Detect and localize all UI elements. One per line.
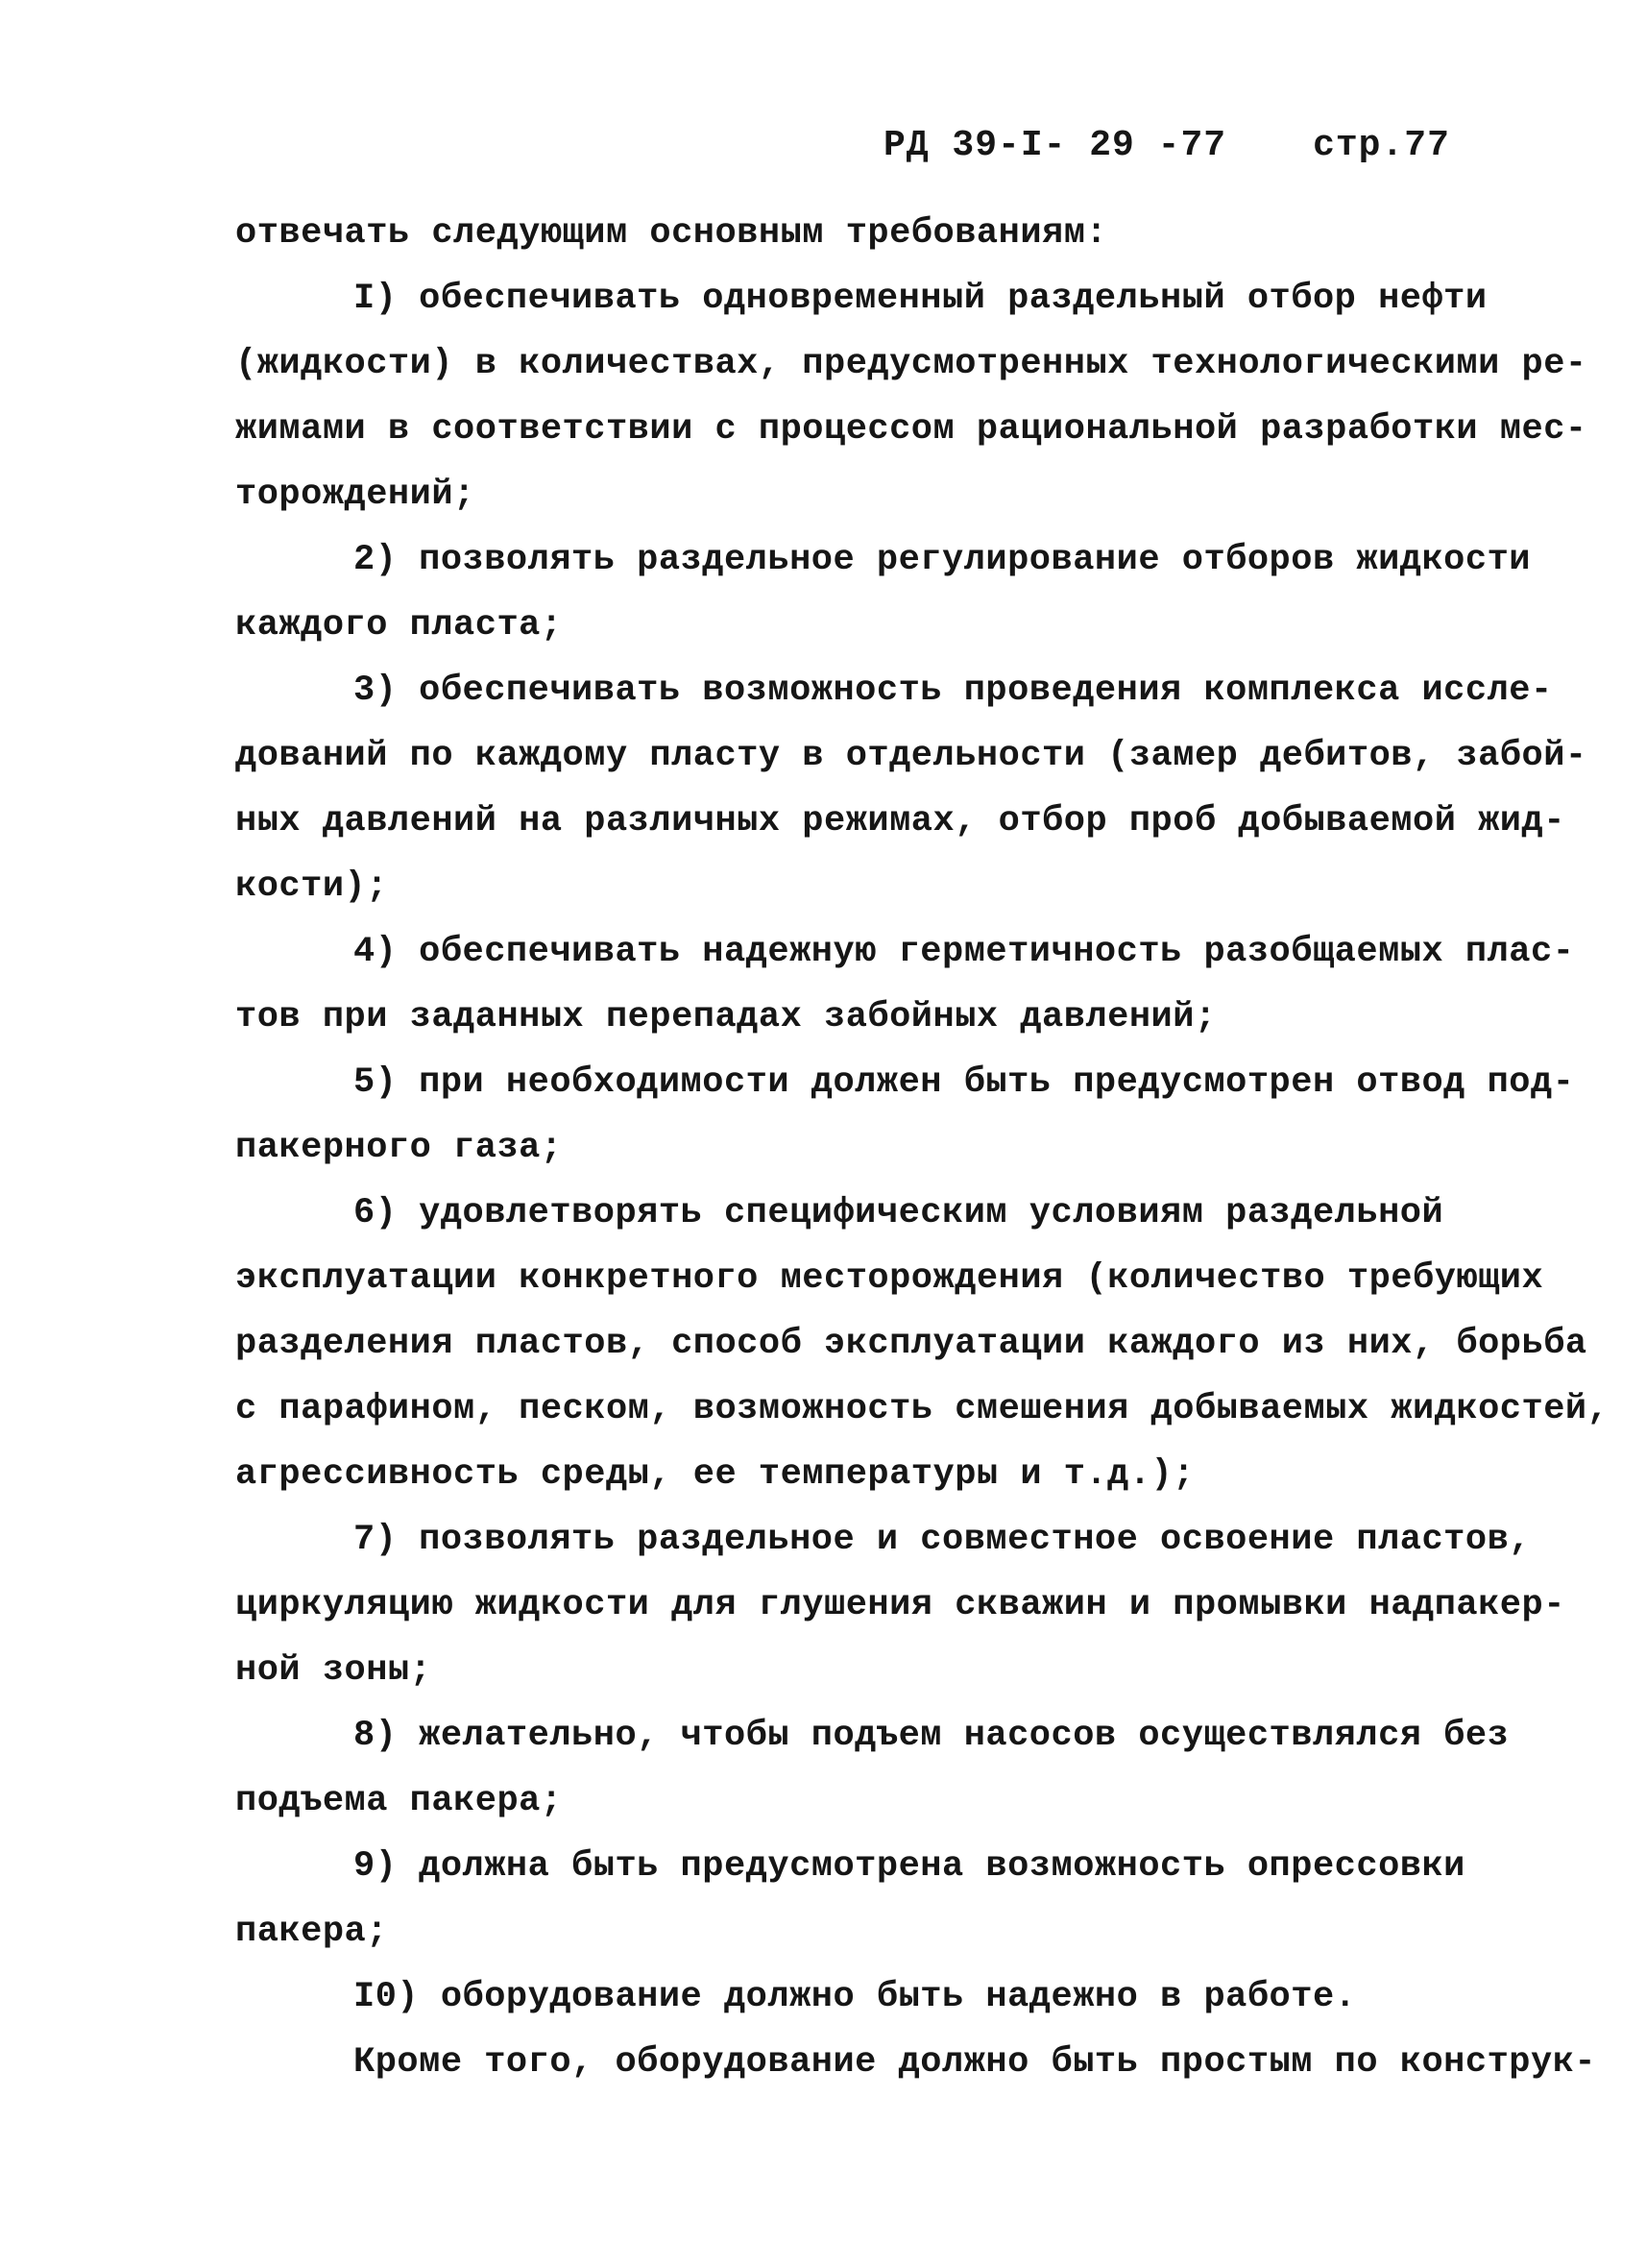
text-line: (жидкости) в количествах, предусмотренных технологическими ре-: [235, 344, 1587, 384]
text-line: 2) позволять раздельное регулирование отборов жидкости: [353, 540, 1531, 580]
text-line: 6) удовлетворять специфическим условиям раздельной: [353, 1193, 1444, 1233]
text-line: подъема пакера;: [235, 1781, 563, 1821]
document-code: РД 39-I- 29 -77: [884, 125, 1227, 166]
text-line: ной зоны;: [235, 1650, 432, 1691]
text-line: отвечать следующим основным требованиям:: [235, 213, 1108, 254]
text-line: I0) оборудование должно быть надежно в работе.: [353, 1977, 1357, 2017]
text-line: 8) желательно, чтобы подъем насосов осуществлялся без: [353, 1716, 1510, 1756]
text-line: ных давлений на различных режимах, отбор проб добываемой жид-: [235, 801, 1565, 841]
text-line: агрессивность среды, ее температуры и т.д.);: [235, 1454, 1195, 1495]
text-line: 9) должна быть предусмотрена возможность опрессовки: [353, 1846, 1465, 1887]
text-line: с парафином, песком, возможность смешения добываемых жидкостей,: [235, 1389, 1610, 1429]
text-line: эксплуатации конкретного месторождения (количество требующих: [235, 1258, 1544, 1299]
text-line: жимами в соответствии с процессом рациональной разработки мес-: [235, 409, 1587, 450]
text-line: торождений;: [235, 475, 475, 515]
text-line: пакера;: [235, 1912, 388, 1952]
text-line: тов при заданных перепадах забойных давлений;: [235, 997, 1217, 1037]
text-line: 7) позволять раздельное и совместное освоение пластов,: [353, 1520, 1531, 1560]
page-header: [884, 125, 1450, 166]
text-line: разделения пластов, способ эксплуатации каждого из них, борьба: [235, 1324, 1587, 1364]
text-line: кости);: [235, 866, 388, 907]
page-number: стр.77: [1313, 125, 1450, 166]
text-line: Кроме того, оборудование должно быть простым по конструк-: [353, 2042, 1597, 2083]
text-line: дований по каждому пласту в отдельности (замер дебитов, забой-: [235, 736, 1587, 776]
text-line: 3) обеспечивать возможность проведения комплекса иссле-: [353, 671, 1553, 711]
text-line: 5) при необходимости должен быть предусмотрен отвод под-: [353, 1062, 1575, 1103]
text-line: циркуляцию жидкости для глушения скважин и промывки надпакер-: [235, 1585, 1565, 1625]
text-line: каждого пласта;: [235, 605, 563, 646]
text-line: 4) обеспечивать надежную герметичность разобщаемых плас-: [353, 932, 1575, 972]
text-line: I) обеспечивать одновременный раздельный отбор нефти: [353, 279, 1488, 319]
text-line: пакерного газа;: [235, 1128, 563, 1168]
